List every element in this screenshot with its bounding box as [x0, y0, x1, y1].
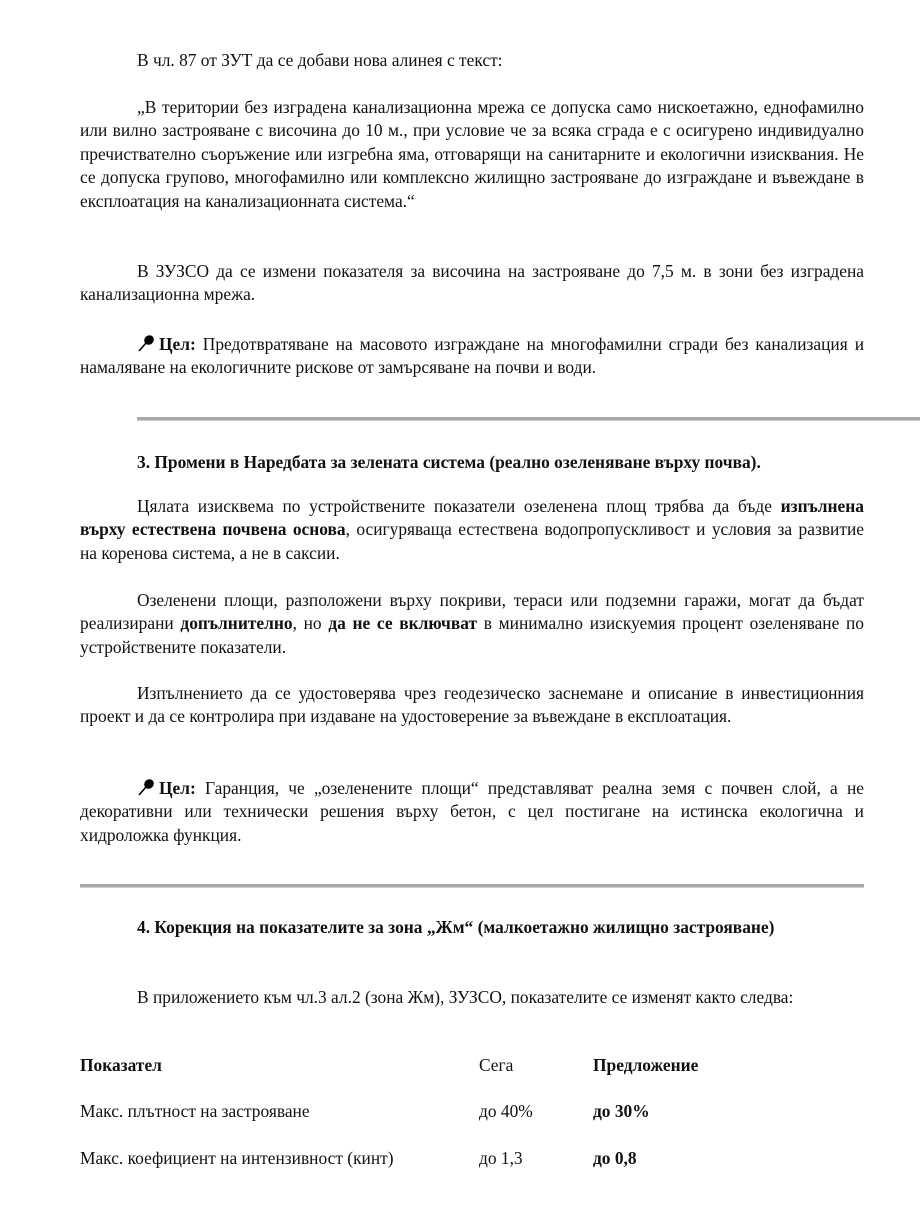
goal-label: Цел:	[159, 334, 196, 354]
section-4-intro: В приложението към чл.3 ал.2 (зона Жм), ЗУЗСО, показателите се изменят както следва:	[137, 987, 794, 1007]
goal-text: Гаранция, че „озеленените площи“ представляват реална земя с почвен слой, а не декоративни или технически решения върху бетон, с цел постигане на истинска екологична и хидроложка функция.	[80, 778, 864, 845]
goal-label: Цел:	[159, 778, 196, 798]
zut-intro-paragraph: В чл. 87 от ЗУТ да се добави нова алинея с текст:	[137, 50, 503, 70]
horizontal-divider	[137, 417, 920, 421]
header-current: Сега	[479, 1055, 514, 1075]
cell-proposal: до 0,8	[593, 1148, 637, 1168]
pushpin-icon	[137, 334, 155, 352]
header-proposal: Предложение	[593, 1055, 699, 1075]
zut-quote-paragraph: „В територии без изградена канализационна мрежа се допуска само нискоетажно, еднофамилно или вилно застрояване с височина до 10 м., при условие че за всяка сграда е с осигурено индивидуално пречиствателно съоръжение или изгребна яма, отговарящи на санитарните и екологични изисквания. Не се допуска групово, многофамилно или комплексно жилищно застрояване до изграждане и въвеждане в експлоатация на канализационната система.“	[80, 97, 864, 211]
cell-current: до 1,3	[479, 1148, 523, 1168]
cell-indicator: Макс. плътност на застрояване	[80, 1101, 310, 1121]
cell-current: до 40%	[479, 1101, 533, 1121]
goal-paragraph-2	[80, 777, 864, 847]
cell-proposal: до 30%	[593, 1101, 650, 1121]
zuzso-paragraph: В ЗУЗСО да се измени показателя за височина на застрояване до 7,5 м. в зони без изградена канализационна мрежа.	[80, 261, 864, 305]
section-3-paragraph-2: Озеленени площи, разположени върху покриви, тераси или подземни гаражи, могат да бъдат реализирани допълнително, но да не се включват в минимално изискуемия процент озеленяване по устройствените показатели.	[80, 590, 864, 657]
cell-indicator: Макс. коефициент на интензивност (кинт)	[80, 1148, 394, 1168]
section-3-heading: 3. Промени в Наредбата за зелената система (реално озеленяване върху почва).	[137, 452, 761, 472]
header-indicator: Показател	[80, 1055, 162, 1075]
section-4-heading: 4. Корекция на показателите за зона „Жм“ (малкоетажно жилищно застрояване)	[137, 917, 775, 937]
pushpin-icon	[137, 778, 155, 796]
goal-paragraph-1	[80, 333, 864, 380]
goal-text: Предотвратяване на масовото изграждане на многофамилни сгради без канализация и намаляване на екологичните рискове от замърсяване на почви и води.	[80, 334, 864, 378]
section-3-paragraph-3: Изпълнението да се удостоверява чрез геодезическо заснемане и описание в инвестиционния проект и да се контролира при издаване на удостоверение за въвеждане в експлоатация.	[80, 683, 864, 727]
section-3-paragraph-1: Цялата изисквема по устройствените показатели озеленена площ трябва да бъде изпълнена върху естествена почвена основа, осигуряваща естествена водопропускливост и условия за развитие на коренова система, а не в саксии.	[80, 496, 864, 563]
horizontal-divider	[80, 884, 864, 888]
